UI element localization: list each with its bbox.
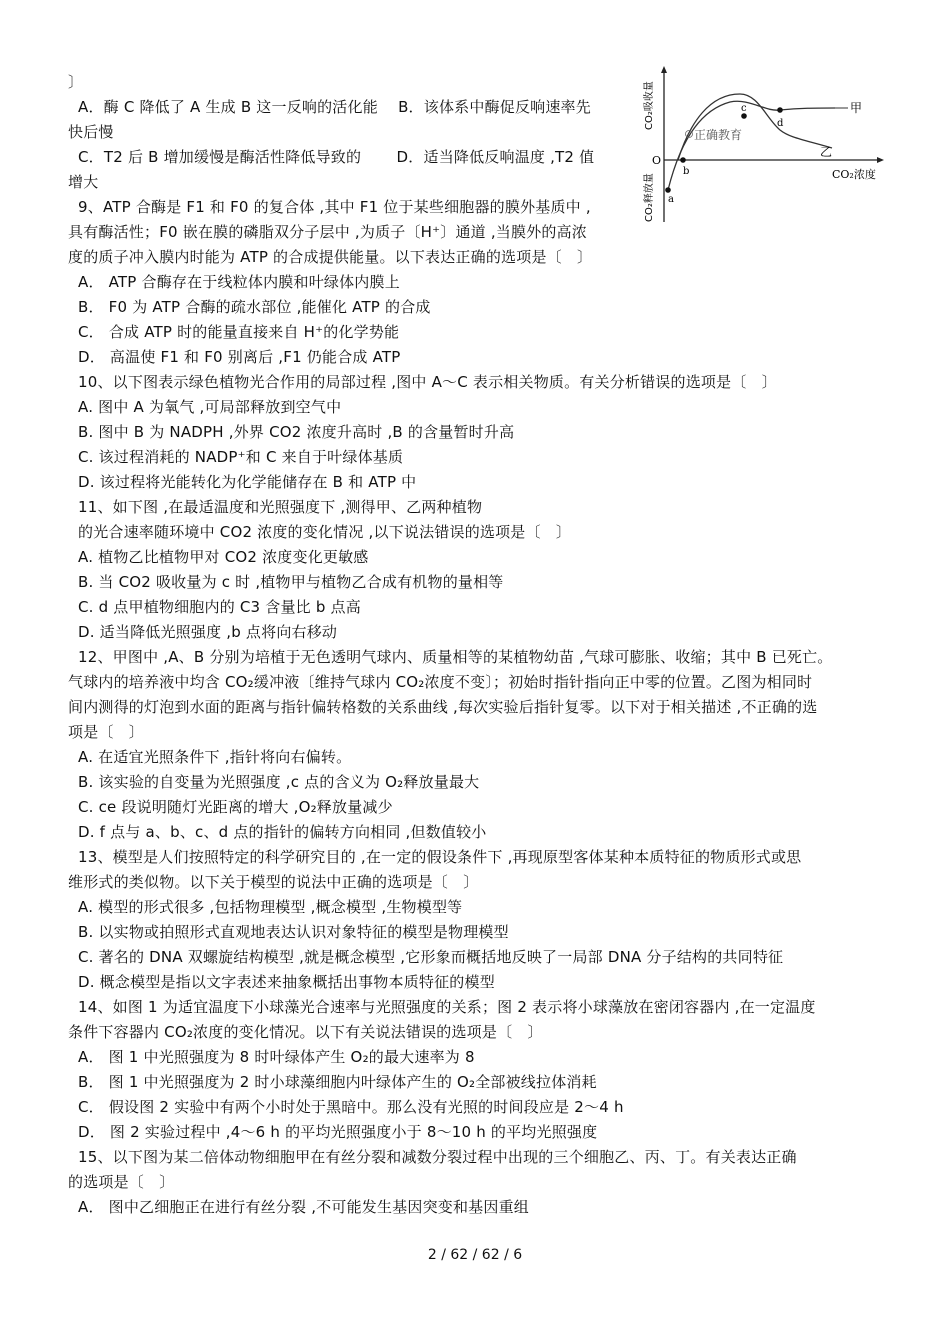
curve-jia xyxy=(668,101,835,190)
y-axis-arrow xyxy=(661,66,667,73)
option-line: C． 合成 ATP 时的能量直接来自 H⁺的化学势能 xyxy=(78,323,400,341)
question-12: 12、甲图中 ,A、B 分别为培植于无色透明气球内、质量相等的某植物幼苗 ,气球可膨胀、收缩；其中 B 已死亡。 xyxy=(78,648,833,666)
option-line: B. 图中 B 为 NADPH ,外界 CO2 浓度升高时 ,B 的含量暂时升高 xyxy=(78,423,515,441)
option-line: B． 图 1 中光照强度为 2 时小球藻细胞内叶绿体产生的 O₂全部被线拉体消耗 xyxy=(78,1073,597,1091)
question-14: 14、如图 1 为适宜温度下小球藻光合速率与光照强度的关系；图 2 表示将小球藻放在密闭容器内 ,在一定温度 xyxy=(78,998,816,1016)
text-line: 的光合速率随环境中 CO2 浓度的变化情况 ,以下说法错误的选项是〔 〕 xyxy=(78,523,572,541)
curve-jia-label: 甲 xyxy=(850,101,863,115)
point-b-label: b xyxy=(683,166,690,177)
y-axis-top-label: CO₂吸收量 xyxy=(644,81,655,130)
watermark-text: 正确教育 xyxy=(694,128,743,142)
text-line: 气球内的培养液中均含 CO₂缓冲液〔维持气球内 CO₂浓度不变〕；初始时指针指向正中零的位置。乙图为相同时 xyxy=(68,673,813,691)
option-line: D. 该过程将光能转化为化学能储存在 B 和 ATP 中 xyxy=(78,473,417,491)
option-line: B. 当 CO2 吸收量为 c 时 ,植物甲与植物乙合成有机物的量相等 xyxy=(78,573,504,591)
option-line: C. 该过程消耗的 NADP⁺和 C 来自于叶绿体基质 xyxy=(78,448,404,466)
option-line: A. 植物乙比植物甲对 CO2 浓度变化更敏感 xyxy=(78,548,369,566)
option-line: A. 图中 A 为氧气 ,可局部释放到空气中 xyxy=(78,398,342,416)
question-10: 10、以下图表示绿色植物光合作用的局部过程 ,图中 A～C 表示相关物质。有关分析错误的选项是〔 〕 xyxy=(78,373,777,391)
point-b-marker xyxy=(680,157,686,163)
option-line: A. 模型的形式很多 ,包括物理模型 ,概念模型 ,生物模型等 xyxy=(78,898,463,916)
option-line: B． F0 为 ATP 合酶的疏水部位 ,能催化 ATP 的合成 xyxy=(78,298,431,316)
option-line: C. 著名的 DNA 双螺旋结构模型 ,就是概念模型 ,它形象而概括地反映了一局部 DNA 分子结构的共同特征 xyxy=(78,948,784,966)
curve-yi-label: 乙 xyxy=(820,145,833,159)
text-line: 度的质子冲入膜内时能为 ATP 的合成提供能量。以下表达正确的选项是〔 〕 xyxy=(68,248,593,266)
text-line: 间内测得的灯泡到水面的距离与指针偏转格数的关系曲线 ,每次实验后指针复零。以下对于相关描述 ,不正确的选 xyxy=(68,698,818,716)
text-line: 的选项是〔 〕 xyxy=(68,1173,175,1191)
option-line: A． 图中乙细胞正在进行有丝分裂 ,不可能发生基因突变和基因重组 xyxy=(78,1198,529,1216)
text-line: 项是〔 〕 xyxy=(68,723,145,741)
question-13: 13、模型是人们按照特定的科学研究目的 ,在一定的假设条件下 ,再现原型客体某种本质特征的物质形式或思 xyxy=(78,848,802,866)
curve-yi xyxy=(678,94,832,160)
option-line: D． 高温使 F1 和 F0 别离后 ,F1 仍能合成 ATP xyxy=(78,348,401,366)
point-c-marker xyxy=(741,113,747,119)
option-line: D. f 点与 a、b、c、d 点的指针的偏转方向相同 ,但数值较小 xyxy=(78,823,487,841)
co2-curve-graph xyxy=(640,62,890,232)
option-line: D． 图 2 实验过程中 ,4～6 h 的平均光照强度小于 8～10 h 的平均光照强度 xyxy=(78,1123,598,1141)
option-line: B. 该实验的自变量为光照强度 ,c 点的含义为 O₂释放量最大 xyxy=(78,773,480,791)
option-line: B. 以实物或拍照形式直观地表达认识对象特征的模型是物理模型 xyxy=(78,923,509,941)
option-line: D. 概念模型是指以文字表述来抽象概括出事物本质特征的模型 xyxy=(78,973,495,991)
origin-label: O xyxy=(652,154,662,167)
text-line: C．T2 后 B 增加缓慢是酶活性降低导致的 D．适当降低反响温度 ,T2 值 xyxy=(78,148,595,166)
x-axis-label: CO₂浓度 xyxy=(832,168,876,181)
option-line: C． 假设图 2 实验中有两个小时处于黑暗中。那么没有光照的时间段应是 2～4 h xyxy=(78,1098,624,1116)
option-line: C. d 点甲植物细胞内的 C3 含量比 b 点高 xyxy=(78,598,361,616)
option-line: A. 在适宜光照条件下 ,指针将向右偏转。 xyxy=(78,748,352,766)
page-footer: 2 / 62 / 62 / 6 xyxy=(427,1247,523,1263)
x-axis-arrow xyxy=(877,157,884,163)
option-line: C. ce 段说明随灯光距离的增大 ,O₂释放量减少 xyxy=(78,798,393,816)
point-d-marker xyxy=(777,107,783,113)
text-line: 快后慢 xyxy=(68,123,114,141)
option-line: A． 图 1 中光照强度为 8 时叶绿体产生 O₂的最大速率为 8 xyxy=(78,1048,475,1066)
point-a-marker xyxy=(665,187,671,193)
y-axis-bottom-label: CO₂释放量 xyxy=(644,173,655,222)
text-line: 增大 xyxy=(68,173,99,191)
point-c-label: c xyxy=(741,103,747,114)
point-a-label: a xyxy=(668,194,674,205)
option-line: A． ATP 合酶存在于线粒体内膜和叶绿体内膜上 xyxy=(78,273,400,291)
text-line: 具有酶活性；F0 嵌在膜的磷脂双分子层中 ,为质子〔H⁺〕通道 ,当膜外的高浓 xyxy=(68,223,588,241)
text-line: 维形式的类似物。以下关于模型的说法中正确的选项是〔 〕 xyxy=(68,873,479,891)
question-15: 15、以下图为某二倍体动物细胞甲在有丝分裂和减数分裂过程中出现的三个细胞乙、丙、丁。有关表达正确 xyxy=(78,1148,797,1166)
option-line: D. 适当降低光照强度 ,b 点将向右移动 xyxy=(78,623,338,641)
question-9: 9、ATP 合酶是 F1 和 F0 的复合体 ,其中 F1 位于某些细胞器的膜外基质中 , xyxy=(78,198,591,216)
question-11: 11、如下图 ,在最适温度和光照强度下 ,测得甲、乙两种植物 xyxy=(78,498,483,516)
text-line: A．酶 C 降低了 A 生成 B 这一反响的活化能 B．该体系中酶促反响速率先 xyxy=(78,98,591,116)
point-d-label: d xyxy=(777,118,784,129)
text-line: 条件下容器内 CO₂浓度的变化情况。以下有关说法错误的选项是〔 〕 xyxy=(68,1023,543,1041)
text-line: 〕 xyxy=(68,73,84,91)
